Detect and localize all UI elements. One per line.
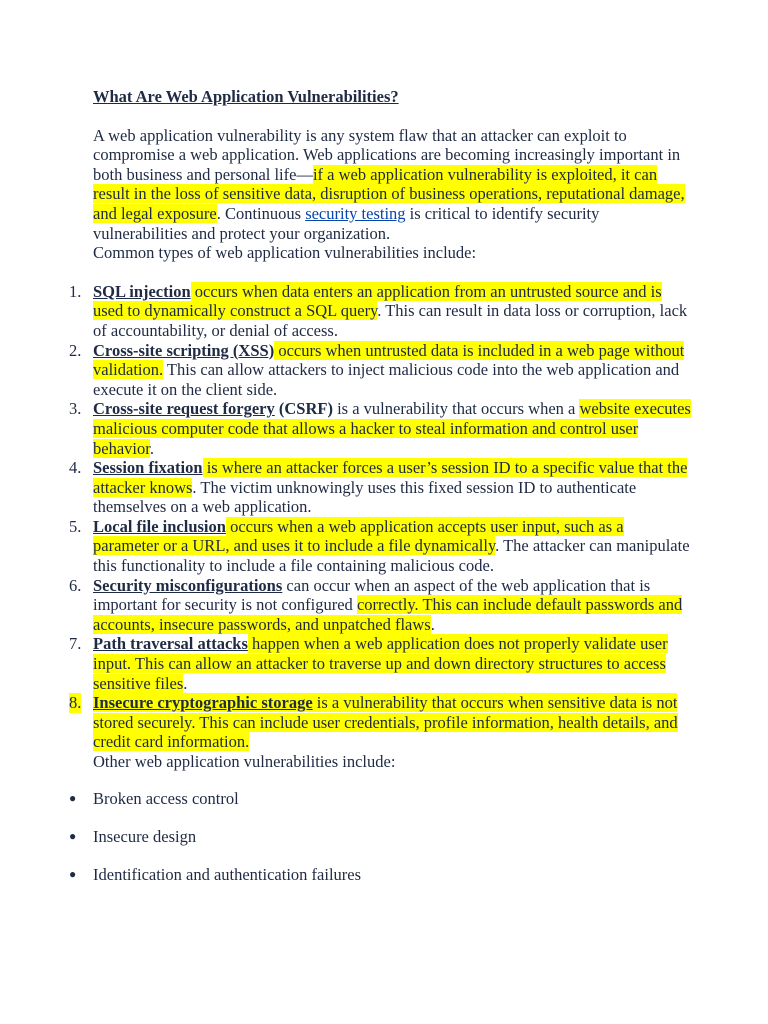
list-item: [69, 281, 693, 341]
vuln-text: .: [183, 673, 188, 693]
vuln-term: Insecure cryptographic storage: [93, 693, 313, 713]
page-title: What Are Web Application Vulnerabilities?: [93, 87, 399, 106]
other-vulnerability-list: [69, 788, 693, 885]
list-item: [69, 864, 693, 885]
list-number: 7.: [69, 634, 82, 654]
vuln-acronym: (CSRF): [274, 399, 333, 419]
list-item: [69, 575, 693, 635]
list-item: [69, 458, 693, 517]
other-intro: Other web application vulnerabilities include:: [93, 752, 396, 771]
intro-highlight: if a web application vulnerability is exploited, it can result in the loss of sensitive data, disruption of business operations, reputational damage, and legal exposure: [93, 164, 685, 223]
list-number: 4.: [69, 458, 82, 478]
other-item-label: Identification and authentication failures: [93, 864, 362, 884]
document-page: [69, 87, 693, 903]
list-item: [69, 634, 693, 693]
vuln-term: SQL injection: [93, 281, 191, 301]
vuln-highlight: correctly. This can include default passwords and accounts, insecure passwords, and unpatched flaws: [93, 595, 683, 634]
other-item-label: Insecure design: [93, 826, 197, 846]
vuln-highlight: is a vulnerability that occurs when sensitive data is not stored securely. This can include user credentials, profile information, health details, and credit card information.: [93, 693, 678, 752]
list-item: [69, 788, 693, 809]
vuln-pre-text: is a vulnerability that occurs when a: [332, 399, 580, 419]
vuln-highlight: happen when a web application does not properly validate user input. This can allow an attacker to traverse up and down directory structures to access sensitive files: [93, 634, 668, 693]
list-item: [69, 516, 693, 576]
bullet-icon: ●: [69, 866, 77, 881]
vuln-highlight: occurs when a web application accepts user input, such as a parameter or a URL, and uses it to include a file dynamically: [93, 516, 624, 556]
list-number: 1.: [69, 281, 82, 301]
vuln-term: Session fixation: [93, 458, 203, 478]
bullet-icon: ●: [69, 790, 77, 805]
vuln-term: Path traversal attacks: [93, 634, 248, 654]
intro-text-a: A web application vulnerability is any system flaw that an attacker can exploit to compromise a web application. Web applications are becoming increasingly important in both business and personal life—: [93, 125, 681, 184]
list-number: 8.: [69, 693, 82, 713]
vuln-text: . The victim unknowingly uses this fixed session ID to authenticate themselves on a web application.: [93, 477, 637, 517]
list-item: [69, 340, 693, 400]
other-item-label: Broken access control: [93, 788, 239, 808]
list-number: 6.: [69, 575, 82, 595]
vuln-highlight: occurs when untrusted data is included in a web page without validation.: [93, 340, 685, 380]
list-number: 3.: [69, 399, 82, 419]
vuln-highlight: occurs when data enters an application from an untrusted source and is used to dynamically construct a SQL query: [93, 281, 662, 321]
vuln-term: Cross-site request forgery: [93, 399, 275, 419]
vuln-term: Security misconfigurations: [93, 575, 283, 595]
vuln-term: Cross-site scripting (XSS): [93, 340, 275, 360]
vulnerability-list: [69, 281, 693, 752]
list-number: 5.: [69, 516, 82, 536]
vuln-text: This can allow attackers to inject malicious code into the web application and execute it on the client side.: [93, 360, 680, 399]
intro-text-b: . Continuous: [216, 203, 306, 223]
list-item: [69, 399, 693, 458]
list-item: [69, 693, 693, 752]
vuln-text: . The attacker can manipulate this functionality to include a file containing malicious code.: [93, 536, 690, 576]
vuln-text: .: [149, 438, 154, 458]
vuln-highlight: is where an attacker forces a user’s session ID to a specific value that the attacker knows: [93, 458, 688, 497]
list-item: [69, 826, 693, 847]
vuln-text: . This can result in data loss or corruption, lack of accountability, or denial of access.: [93, 301, 688, 340]
intro-paragraph: [93, 126, 693, 244]
vuln-highlight: website executes malicious computer code that allows a hacker to steal information and control user behavior: [93, 399, 691, 458]
list-number: 2.: [69, 340, 82, 360]
vuln-text: .: [430, 614, 435, 634]
vuln-term: Local file inclusion: [93, 516, 226, 536]
intro-text-c: is critical to identify security vulnerabilities and protect your organization.: [93, 203, 600, 243]
vuln-pre-text: can occur when an aspect of the web application that is important for security is not configured: [93, 575, 651, 615]
list-intro: Common types of web application vulnerabilities include:: [93, 243, 477, 263]
security-testing-link[interactable]: security testing: [305, 203, 406, 223]
bullet-icon: ●: [69, 828, 77, 843]
